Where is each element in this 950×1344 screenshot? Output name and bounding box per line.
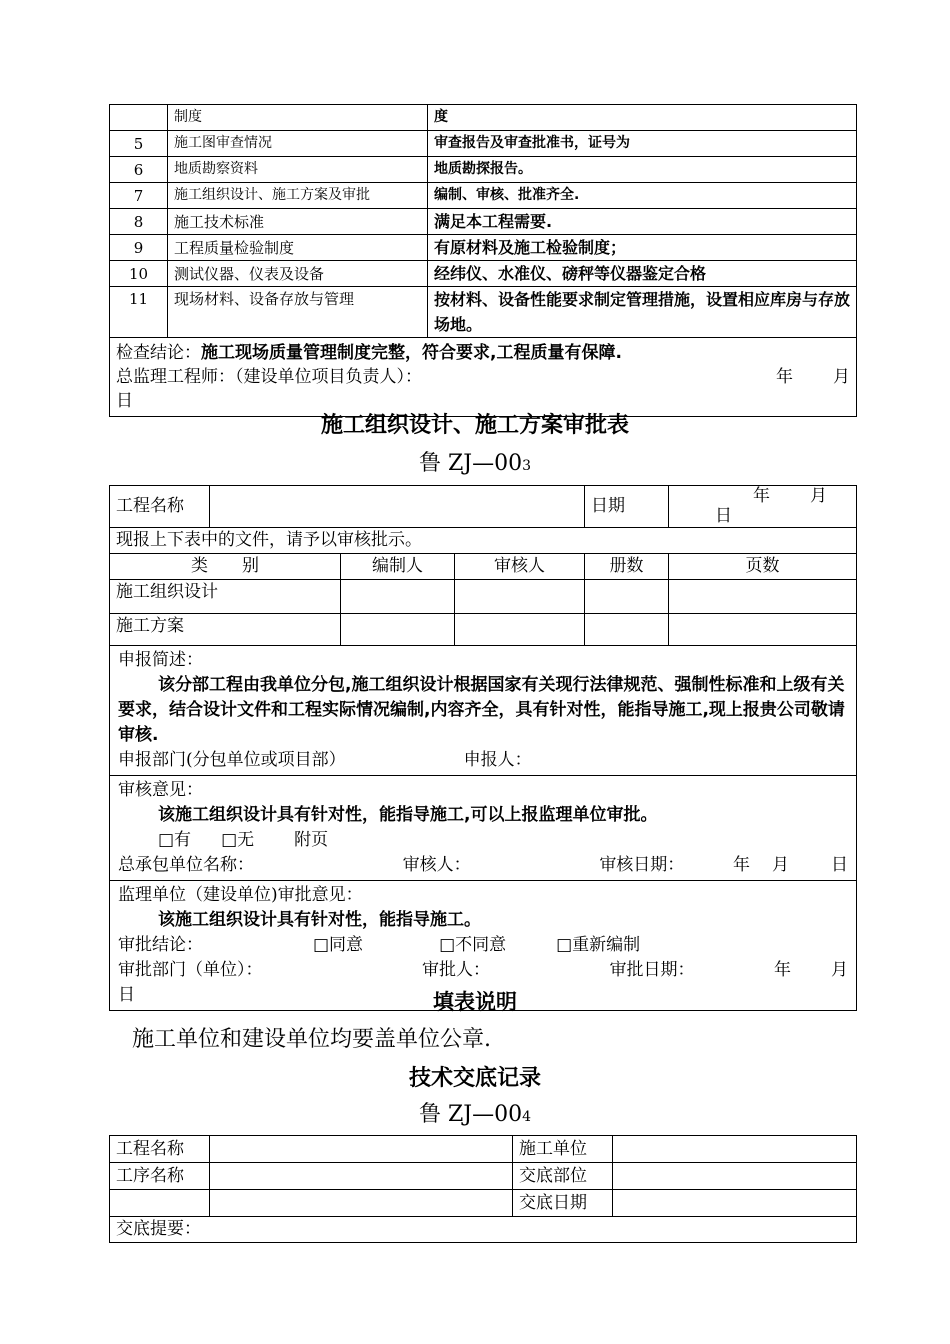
check-item: 施工图审查情况 bbox=[168, 131, 428, 157]
agree-checkbox[interactable]: □同意 bbox=[313, 934, 364, 955]
table-row bbox=[110, 261, 857, 287]
table-row bbox=[110, 1190, 857, 1217]
form2-title: 施工组织设计、施工方案审批表 bbox=[320, 413, 629, 438]
design-compiler-field[interactable] bbox=[341, 579, 455, 613]
construction-unit-field[interactable] bbox=[613, 1136, 857, 1163]
date-label: 日期 bbox=[585, 486, 669, 528]
row-number: 8 bbox=[110, 209, 168, 235]
design-pages-field[interactable] bbox=[669, 579, 857, 613]
fill-instructions-text: 施工单位和建设单位均要盖单位公章. bbox=[132, 1027, 491, 1052]
date-field[interactable] bbox=[669, 486, 857, 528]
design-volumes-field[interactable] bbox=[585, 579, 669, 613]
reporter-label: 申报人： bbox=[463, 749, 532, 770]
header-category: 类 别 bbox=[110, 553, 341, 579]
header-compiler: 编制人 bbox=[341, 553, 455, 579]
summary-label: 交底提要： bbox=[110, 1217, 857, 1243]
form3-code bbox=[0, 1097, 950, 1128]
table-row bbox=[110, 527, 857, 553]
attach-label: 附页 bbox=[294, 829, 329, 850]
form2-code-main: 鲁 ZJ—00 bbox=[418, 451, 523, 476]
empty-field-cell[interactable] bbox=[210, 1190, 513, 1217]
check-item: 工程质量检验制度 bbox=[168, 235, 428, 261]
row-plan-label: 施工方案 bbox=[110, 613, 341, 645]
table-row bbox=[110, 183, 857, 209]
fill-instructions-title: 填表说明 bbox=[433, 990, 517, 1014]
handover-date-field[interactable] bbox=[613, 1190, 857, 1217]
conclusion-label: 检查结论： bbox=[116, 343, 201, 363]
check-result: 编制、审核、批准齐全. bbox=[428, 183, 857, 209]
approval-dept-label: 审批部门（单位）： bbox=[118, 959, 263, 980]
brief-text: 该分部工程由我单位分包,施工组织设计根据国家有关现行法律规范、强制性标准和上级有关要求，结合设计文件和工程实际情况编制,内容齐全，具有针对性，能指导施工,现上报贵公司敬请审核. bbox=[118, 674, 845, 745]
construction-unit-label: 施工单位 bbox=[513, 1136, 613, 1163]
row-design-label: 施工组织设计 bbox=[110, 579, 341, 613]
review-cell bbox=[110, 775, 857, 880]
review-day: 日 bbox=[830, 854, 848, 875]
plan-reviewer-field[interactable] bbox=[455, 613, 585, 645]
row-number: 11 bbox=[110, 287, 168, 338]
table-row bbox=[110, 157, 857, 183]
conclusion-row bbox=[110, 338, 857, 417]
table-row bbox=[110, 775, 857, 880]
table-row bbox=[110, 1217, 857, 1243]
review-year: 年 bbox=[732, 854, 750, 875]
table-row bbox=[110, 131, 857, 157]
table-row bbox=[110, 105, 857, 131]
redo-checkbox[interactable]: □重新编制 bbox=[556, 934, 641, 955]
form2-code bbox=[0, 446, 950, 477]
check-item: 制度 bbox=[168, 105, 428, 131]
check-result: 满足本工程需要. bbox=[428, 209, 857, 235]
brief-label: 申报简述： bbox=[118, 649, 203, 670]
design-reviewer-field[interactable] bbox=[455, 579, 585, 613]
plan-pages-field[interactable] bbox=[669, 613, 857, 645]
check-item: 现场材料、设备存放与管理 bbox=[168, 287, 428, 338]
table-row bbox=[110, 1163, 857, 1190]
form3-title: 技术交底记录 bbox=[408, 1066, 541, 1091]
conclusion-text: 施工现场质量管理制度完整，符合要求,工程质量有保障. bbox=[201, 343, 622, 363]
form3-code-sub: 4 bbox=[522, 1109, 531, 1125]
form2-code-sub: 3 bbox=[522, 458, 531, 474]
row-number: 7 bbox=[110, 183, 168, 209]
empty-label-cell bbox=[110, 1190, 210, 1217]
approval-year: 年 bbox=[774, 959, 791, 980]
table-row bbox=[110, 287, 857, 338]
table-row bbox=[110, 486, 857, 528]
project-name-field[interactable] bbox=[210, 1136, 513, 1163]
attach-no-checkbox[interactable]: □无 bbox=[221, 829, 255, 850]
brief-cell bbox=[110, 645, 857, 775]
approver-label: 审批人： bbox=[422, 959, 490, 980]
approval-label: 审批结论： bbox=[118, 934, 203, 955]
project-name-field[interactable] bbox=[210, 486, 585, 528]
supervisor-text: 该施工组织设计具有针对性，能指导施工。 bbox=[158, 909, 481, 930]
date-day: 日 bbox=[715, 506, 732, 527]
review-month: 月 bbox=[771, 854, 789, 875]
check-item: 地质勘察资料 bbox=[168, 157, 428, 183]
day-label: 日 bbox=[116, 391, 133, 411]
chief-engineer-label: 总监理工程师：（建设单位项目负责人）： bbox=[116, 367, 422, 387]
table-row bbox=[110, 613, 857, 645]
check-item: 施工技术标准 bbox=[168, 209, 428, 235]
row-number: 5 bbox=[110, 131, 168, 157]
check-result: 审查报告及审查批准书，证号为 bbox=[428, 131, 857, 157]
table-row bbox=[110, 209, 857, 235]
review-label: 审核意见： bbox=[118, 779, 203, 800]
row-number: 10 bbox=[110, 261, 168, 287]
form3-code-main: 鲁 ZJ—00 bbox=[418, 1102, 523, 1127]
project-name-label: 工程名称 bbox=[110, 486, 210, 528]
row-number: 6 bbox=[110, 157, 168, 183]
check-item: 测试仪器、仪表及设备 bbox=[168, 261, 428, 287]
approval-date-label: 审批日期： bbox=[609, 959, 695, 980]
table-row bbox=[110, 235, 857, 261]
check-result: 地质勘探报告。 bbox=[428, 157, 857, 183]
disagree-checkbox[interactable]: □不同意 bbox=[439, 934, 507, 955]
date-year: 年 bbox=[753, 486, 770, 506]
process-name-label: 工序名称 bbox=[110, 1163, 210, 1190]
supervisor-label: 监理单位（建设单位)审批意见： bbox=[118, 884, 363, 905]
attach-yes-checkbox[interactable]: □有 bbox=[158, 829, 192, 850]
row-number bbox=[110, 105, 168, 131]
handover-record-table bbox=[109, 1135, 857, 1243]
conclusion-cell bbox=[110, 338, 857, 417]
plan-compiler-field[interactable] bbox=[341, 613, 455, 645]
review-text: 该施工组织设计具有针对性，能指导施工,可以上报监理单位审批。 bbox=[158, 804, 658, 825]
approval-form-table bbox=[109, 485, 857, 1011]
approval-day: 日 bbox=[118, 984, 135, 1005]
project-name-label: 工程名称 bbox=[110, 1136, 210, 1163]
approval-month: 月 bbox=[831, 959, 848, 980]
process-name-field[interactable] bbox=[210, 1163, 513, 1190]
submit-text: 现报上下表中的文件，请予以审核批示。 bbox=[110, 527, 857, 553]
dept-label: 申报部门(分包单位或项目部） bbox=[118, 749, 346, 770]
table-row bbox=[110, 645, 857, 775]
year-label: 年 bbox=[776, 367, 793, 387]
date-month: 月 bbox=[810, 486, 827, 506]
contractor-label: 总承包单位名称： bbox=[118, 854, 254, 875]
check-result: 度 bbox=[428, 105, 857, 131]
check-result: 有原材料及施工检验制度； bbox=[428, 235, 857, 261]
handover-part-label: 交底部位 bbox=[513, 1163, 613, 1190]
header-reviewer: 审核人 bbox=[455, 553, 585, 579]
handover-part-field[interactable] bbox=[613, 1163, 857, 1190]
table-header-row bbox=[110, 553, 857, 579]
table-row bbox=[110, 1136, 857, 1163]
handover-date-label: 交底日期 bbox=[513, 1190, 613, 1217]
check-item: 施工组织设计、施工方案及审批 bbox=[168, 183, 428, 209]
check-result: 按材料、设备性能要求制定管理措施，设置相应库房与存放场地。 bbox=[428, 287, 857, 338]
quality-check-table bbox=[109, 104, 857, 417]
review-date-label: 审核日期： bbox=[599, 854, 685, 875]
row-number: 9 bbox=[110, 235, 168, 261]
header-pages: 页数 bbox=[669, 553, 857, 579]
plan-volumes-field[interactable] bbox=[585, 613, 669, 645]
check-result: 经纬仪、水准仪、磅秤等仪器鉴定合格 bbox=[428, 261, 857, 287]
month-label: 月 bbox=[833, 367, 850, 387]
reviewer-label: 审核人： bbox=[402, 854, 471, 875]
header-volumes: 册数 bbox=[585, 553, 669, 579]
table-row bbox=[110, 579, 857, 613]
